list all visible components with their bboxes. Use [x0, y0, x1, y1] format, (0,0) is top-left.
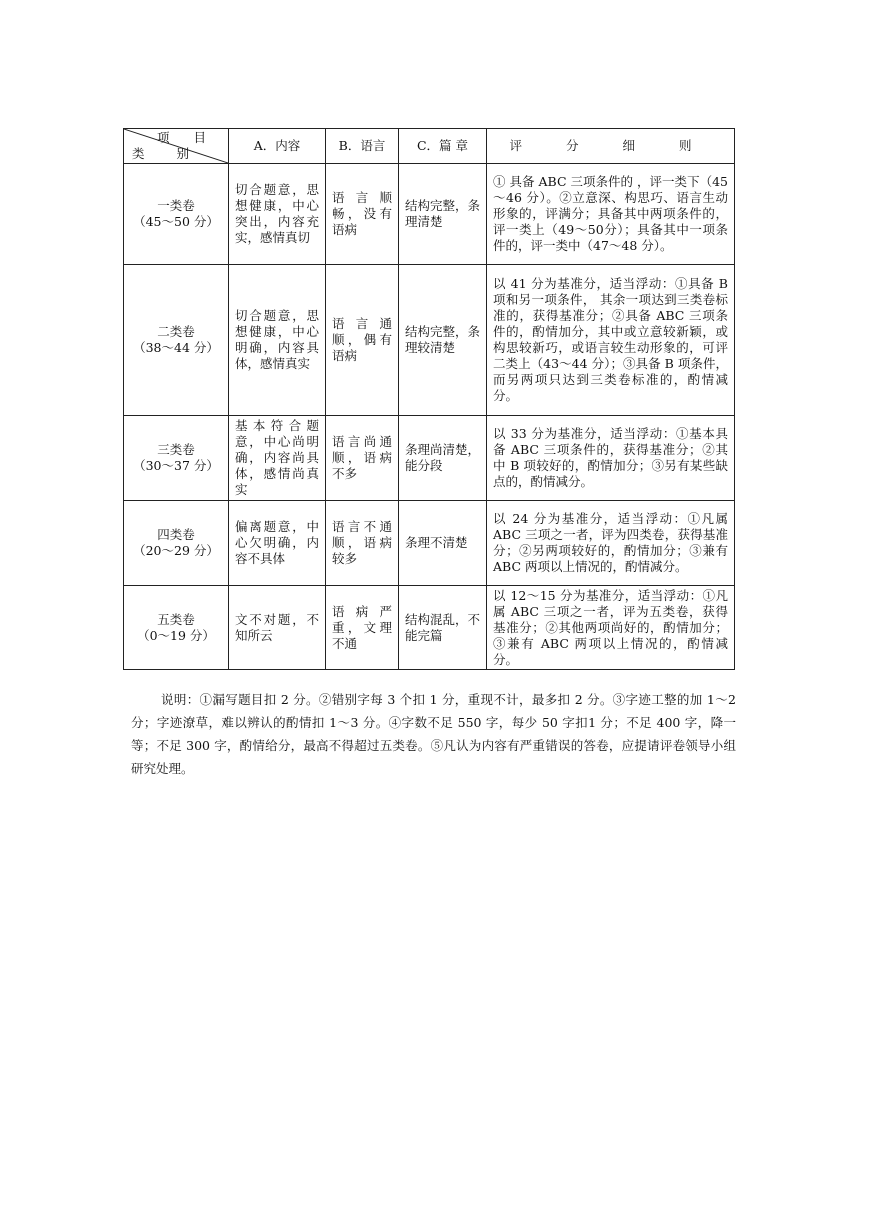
category-range: （0～19 分） [137, 627, 215, 643]
category-cell [124, 501, 229, 586]
category-cell [124, 164, 229, 265]
content-cell: 基本符合题意，中心尚明确，内容尚具体，感情尚真实 [229, 416, 326, 501]
category-cell [124, 416, 229, 501]
detail-cell: 以 12～15 分为基准分，适当浮动：①凡属 ABC 三项之一者，评为五类卷，获得基准分；②其他两项尚好的，酌情加分；③兼有 ABC 两项以上情况的，酌情减分。 [487, 586, 735, 670]
corner-category-label: 类 别 [132, 146, 203, 161]
category-cell [124, 586, 229, 670]
language-cell: 语病严重，文理不通 [326, 586, 399, 670]
category-range: （30～37 分） [133, 458, 219, 473]
grading-notes: 说明：①漏写题目扣 2 分。②错别字每 3 个扣 1 分，重现不计，最多扣 2 分。③字迹工整的加 1～2 分；字迹潦草，难以辨认的酌情扣 1～3 分。④字数不足 550 字，每少 50 字扣1 分；不足 400 字，降一等；不足 300 字，酌情给分，最高不得超过五类卷。⑤凡认为内容有严重错误的答卷，应提请评卷领导小组研究处理。 [131, 692, 736, 776]
category-name: 二类卷 [157, 324, 195, 339]
detail-cell: 以 33 分为基准分，适当浮动：①基本具备 ABC 三项条件的，获得基准分；②其中 B 项较好的，酌情加分；③另有某些缺点的，酌情减分。 [487, 416, 735, 501]
category-name: 三类卷 [157, 442, 195, 457]
structure-cell: 条理不清楚 [399, 501, 487, 586]
detail-cell: ① 具备 ABC 三项条件的 ，评一类下（45～46 分）。②立意深、构思巧、语言生动形象的，评满分；具备其中两项条件的，评一类上（49～50分）；具备其中一项条件的，评一类中（47～48 分）。 [487, 164, 735, 265]
structure-cell: 结构完整，条理较清楚 [399, 265, 487, 416]
structure-cell: 条理尚清楚，能分段 [399, 416, 487, 501]
header-language: B．语言 [326, 129, 399, 164]
content-cell: 偏离题意，中心欠明确，内容不具体 [229, 501, 326, 586]
structure-cell: 结构完整，条理清楚 [399, 164, 487, 265]
category-range: （45～50 分） [133, 214, 219, 229]
table-row [124, 416, 735, 501]
header-scoring-detail: 评 分 细 则 [487, 129, 735, 164]
category-name: 一类卷 [157, 198, 195, 213]
table-row [124, 164, 735, 265]
table-row [124, 501, 735, 586]
category-name: 五类卷 [157, 611, 195, 627]
corner-header-cell [124, 129, 229, 164]
table-header-row [124, 129, 735, 164]
category-name: 四类卷 [157, 527, 195, 542]
category-cell [124, 265, 229, 416]
language-cell: 语言尚通顺，语病不多 [326, 416, 399, 501]
structure-cell: 结构混乱，不能完篇 [399, 586, 487, 670]
category-range: （20～29 分） [133, 543, 219, 558]
header-content: A．内容 [229, 129, 326, 164]
corner-item-label: 项 目 [157, 130, 216, 145]
content-cell: 切合题意，思想健康，中心突出，内容充实，感情真切 [229, 164, 326, 265]
scoring-rubric-table [123, 128, 735, 670]
content-cell: 文不对题，不知所云 [229, 586, 326, 670]
header-structure: C．篇 章 [399, 129, 487, 164]
language-cell: 语言顺畅，没有语病 [326, 164, 399, 265]
content-cell: 切合题意，思想健康，中心明确，内容具体，感情真实 [229, 265, 326, 416]
language-cell: 语言通顺，偶有语病 [326, 265, 399, 416]
detail-cell: 以 24 分为基准分，适当浮动：①凡属 ABC 三项之一者，评为四类卷，获得基准分；②另两项较好的，酌情加分；③兼有 ABC 两项以上情况的，酌情减分。 [487, 501, 735, 586]
category-range: （38～44 分） [133, 340, 219, 355]
language-cell: 语言不通顺，语病较多 [326, 501, 399, 586]
detail-cell: 以 41 分为基准分，适当浮动：①具备 B 项和另一项条件， 其余一项达到三类卷标准的，获得基准分；②具备 ABC 三项条件的，酌情加分，其中或立意较新颖，或构思较新巧，或语言较生动形象的，可评二类上（43～44 分）；③具备 B 项条件，而另两项只达到三类卷标准的，酌情减分。 [487, 265, 735, 416]
table-row [124, 586, 735, 670]
table-row [124, 265, 735, 416]
